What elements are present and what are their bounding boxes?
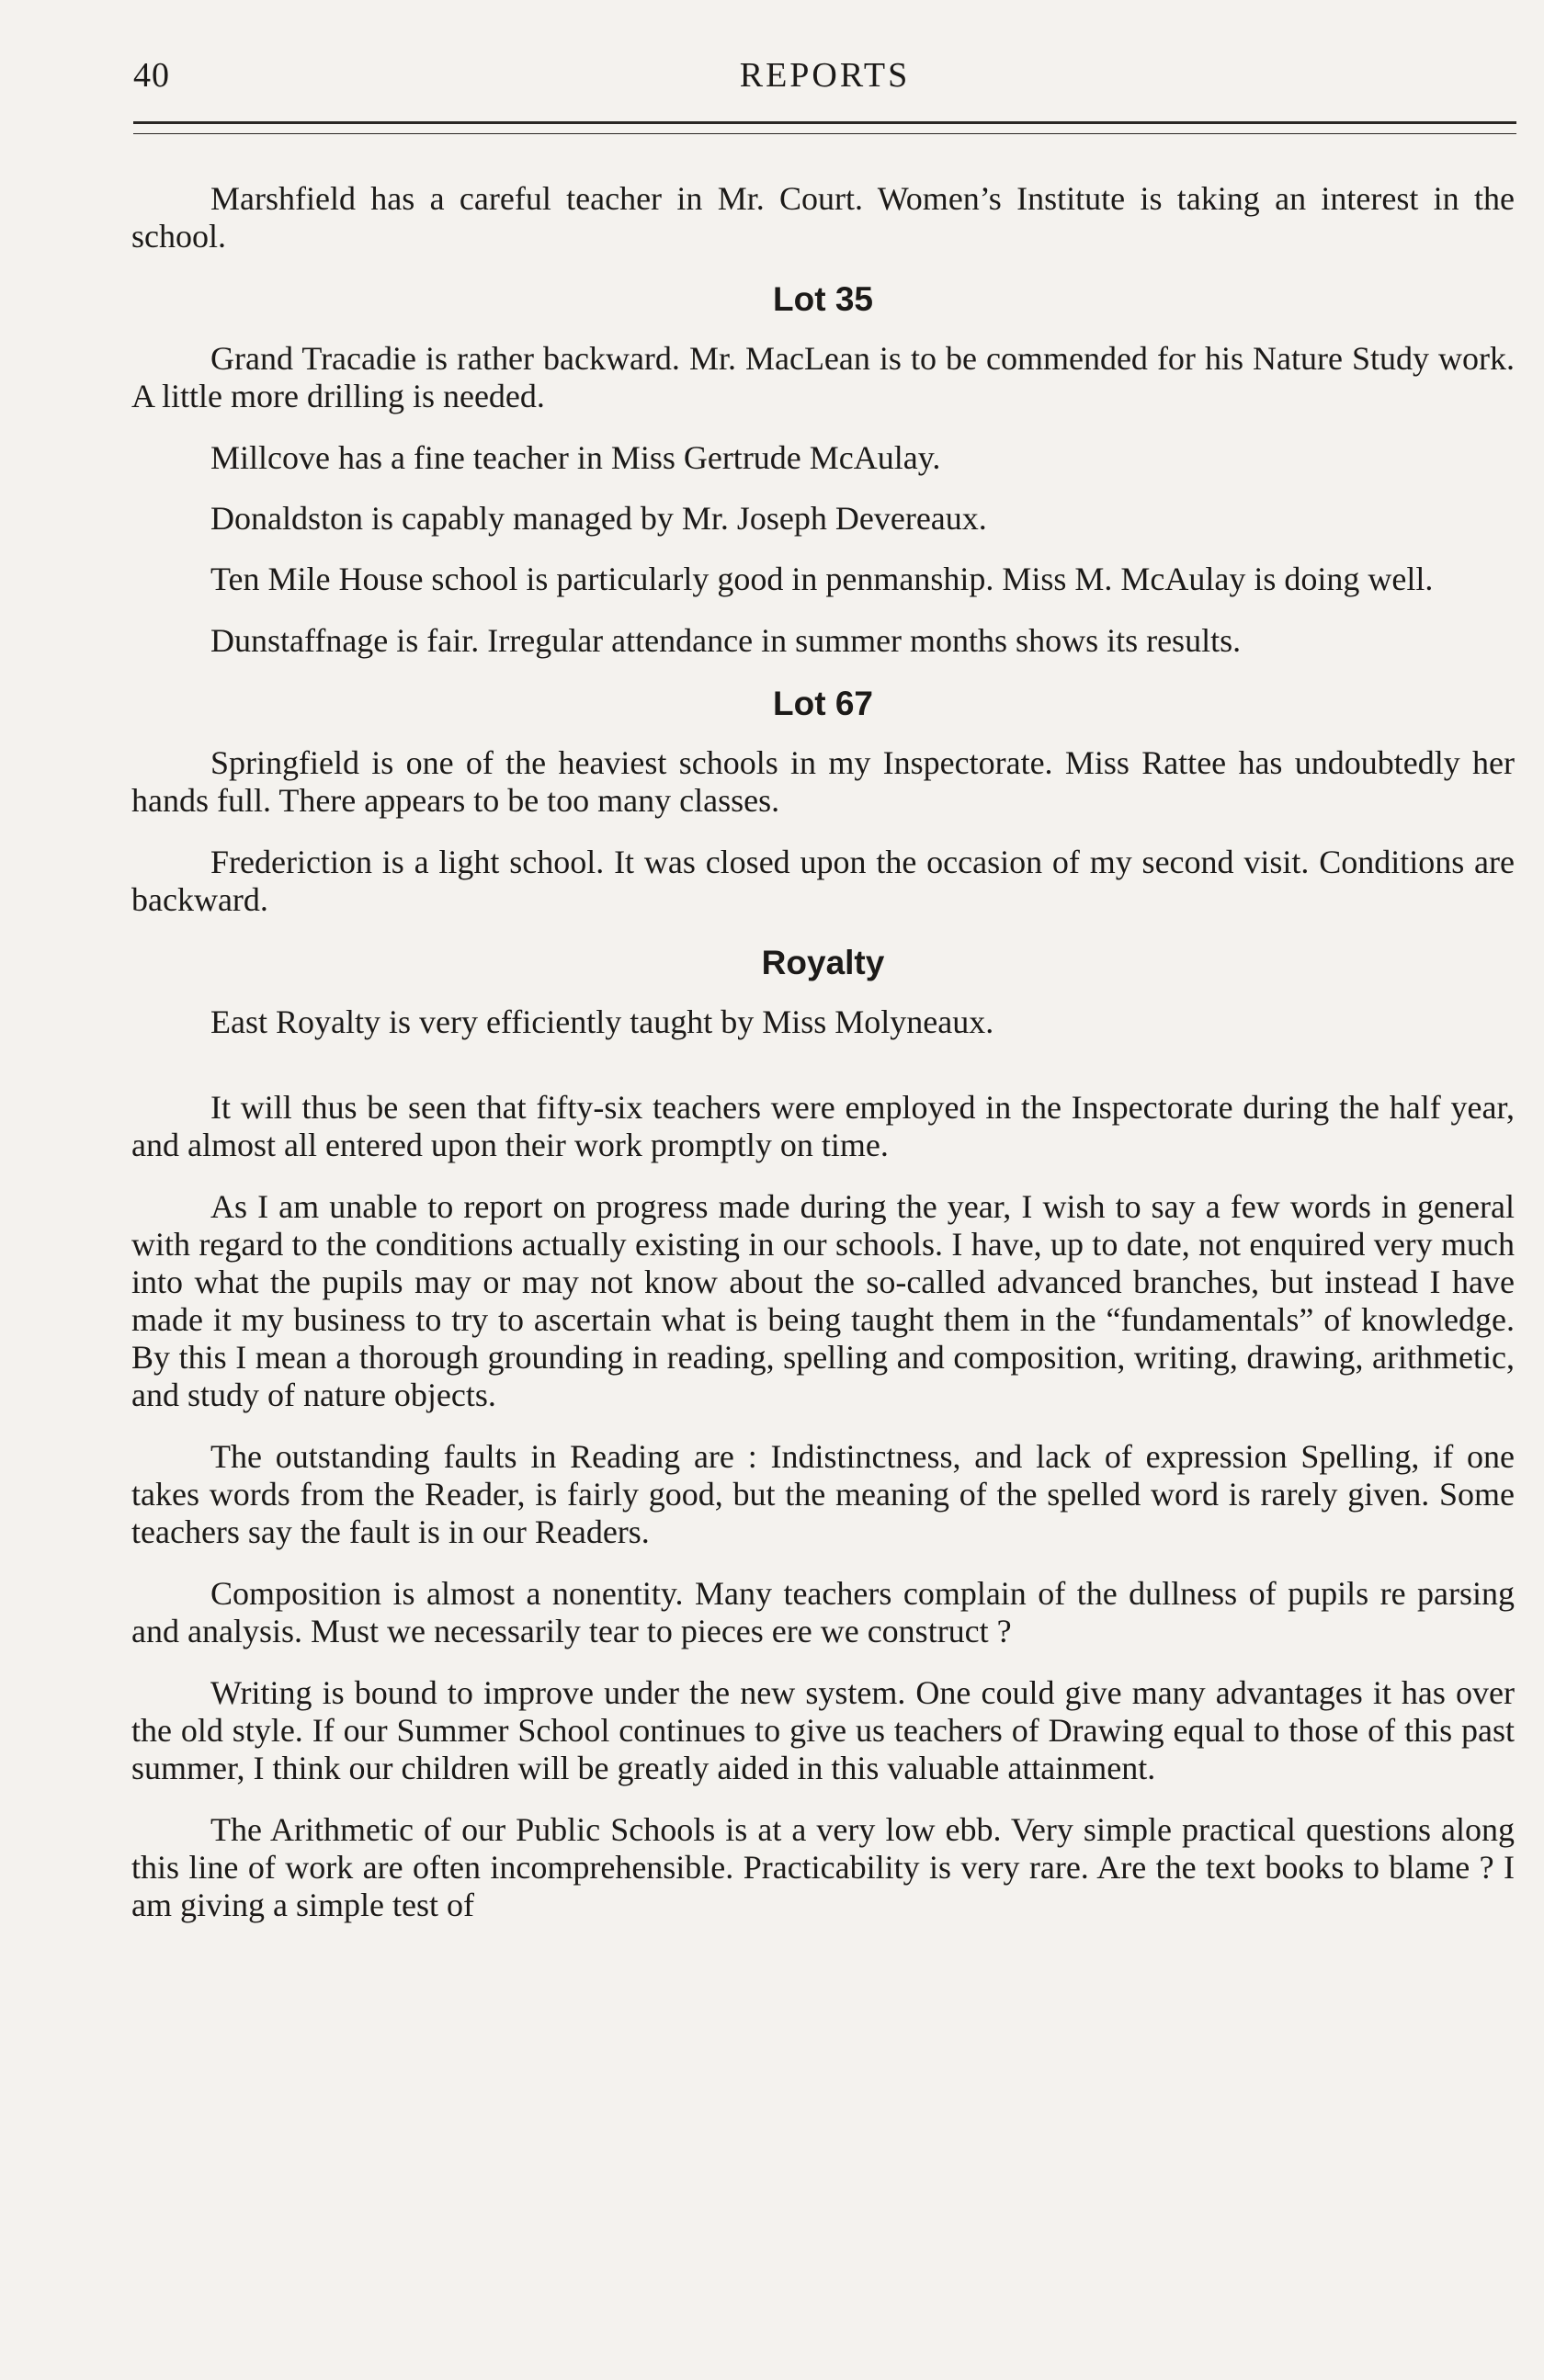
paragraph-millcove: Millcove has a fine teacher in Miss Gertrude McAulay.	[210, 439, 941, 476]
paragraph-frederiction: Frederiction is a light school. It was closed upon the occasion of my second visit. Conditions are backward.	[131, 844, 1515, 918]
paragraph-dunstaffnage: Dunstaffnage is fair. Irregular attendance in summer months shows its results.	[210, 622, 1242, 659]
paragraph-writing-drawing: Writing is bound to improve under the new system. One could give many advantages it has over the old style. If our Summer School continues to give us teachers of Drawing equal to those of this past summer, I think our children will be greatly aided in this valuable attainment.	[131, 1674, 1515, 1786]
paragraph-marshfield: Marshfield has a careful teacher in Mr. Court. Women’s Institute is taking an interest in the school.	[131, 180, 1515, 255]
paragraph-arithmetic: The Arithmetic of our Public Schools is at a very low ebb. Very simple practical questions along this line of work are often incomprehensible. Practicability is very rare. Are the text books to blame ? I am giving a simple test of	[131, 1811, 1515, 1923]
header-rule	[133, 121, 1516, 134]
paragraph-teachers-employed: It will thus be seen that fifty-six teachers were employed in the Inspectorate during the half year, and almost all entered upon their work promptly on time.	[131, 1089, 1515, 1163]
paragraph-fundamentals: As I am unable to report on progress made during the year, I wish to say a few words in general with regard to the conditions actually existing in our schools. I have, up to date, not enquired very much into what the pupils may or may not know about the so-called advanced branches, but instead I have made it my business to try to ascertain what is being taught them in the “fundamentals” of knowledge. By this I mean a thorough grounding in reading, spelling and composition, writing, drawing, arithmetic, and study of nature objects.	[131, 1188, 1515, 1413]
paragraph-ten-mile-house: Ten Mile House school is particularly good in penmanship. Miss M. McAulay is doing well.	[210, 561, 1434, 597]
paragraph-grand-tracadie: Grand Tracadie is rather backward. Mr. MacLean is to be commended for his Nature Study work. A little more drilling is needed.	[131, 340, 1515, 414]
section-heading-lot-67: Lot 67	[773, 685, 873, 722]
paragraph-donaldston: Donaldston is capably managed by Mr. Joseph Devereaux.	[210, 500, 987, 537]
paragraph-composition: Composition is almost a nonentity. Many teachers complain of the dullness of pupils re parsing and analysis. Must we necessarily tear to pieces ere we construct ?	[131, 1575, 1515, 1649]
section-heading-lot-35: Lot 35	[773, 280, 873, 318]
paragraph-springfield: Springfield is one of the heaviest schools in my Inspectorate. Miss Rattee has undoubtedly her hands full. There appears to be too many classes.	[131, 744, 1515, 819]
page-header	[133, 55, 1516, 101]
section-gap	[131, 1065, 1515, 1089]
report-body	[131, 180, 1515, 1948]
section-heading-royalty: Royalty	[761, 944, 885, 981]
paragraph-reading-spelling: The outstanding faults in Reading are : Indistinctness, and lack of expression Spelling, if one takes words from the Reader, is fairly good, but the meaning of the spelled word is rarely given. Some teachers say the fault is in our Readers.	[131, 1438, 1515, 1550]
page-number: 40	[133, 56, 170, 95]
paragraph-east-royalty: East Royalty is very efficiently taught by Miss Molyneaux.	[210, 1003, 994, 1040]
running-head: REPORTS	[739, 56, 911, 95]
